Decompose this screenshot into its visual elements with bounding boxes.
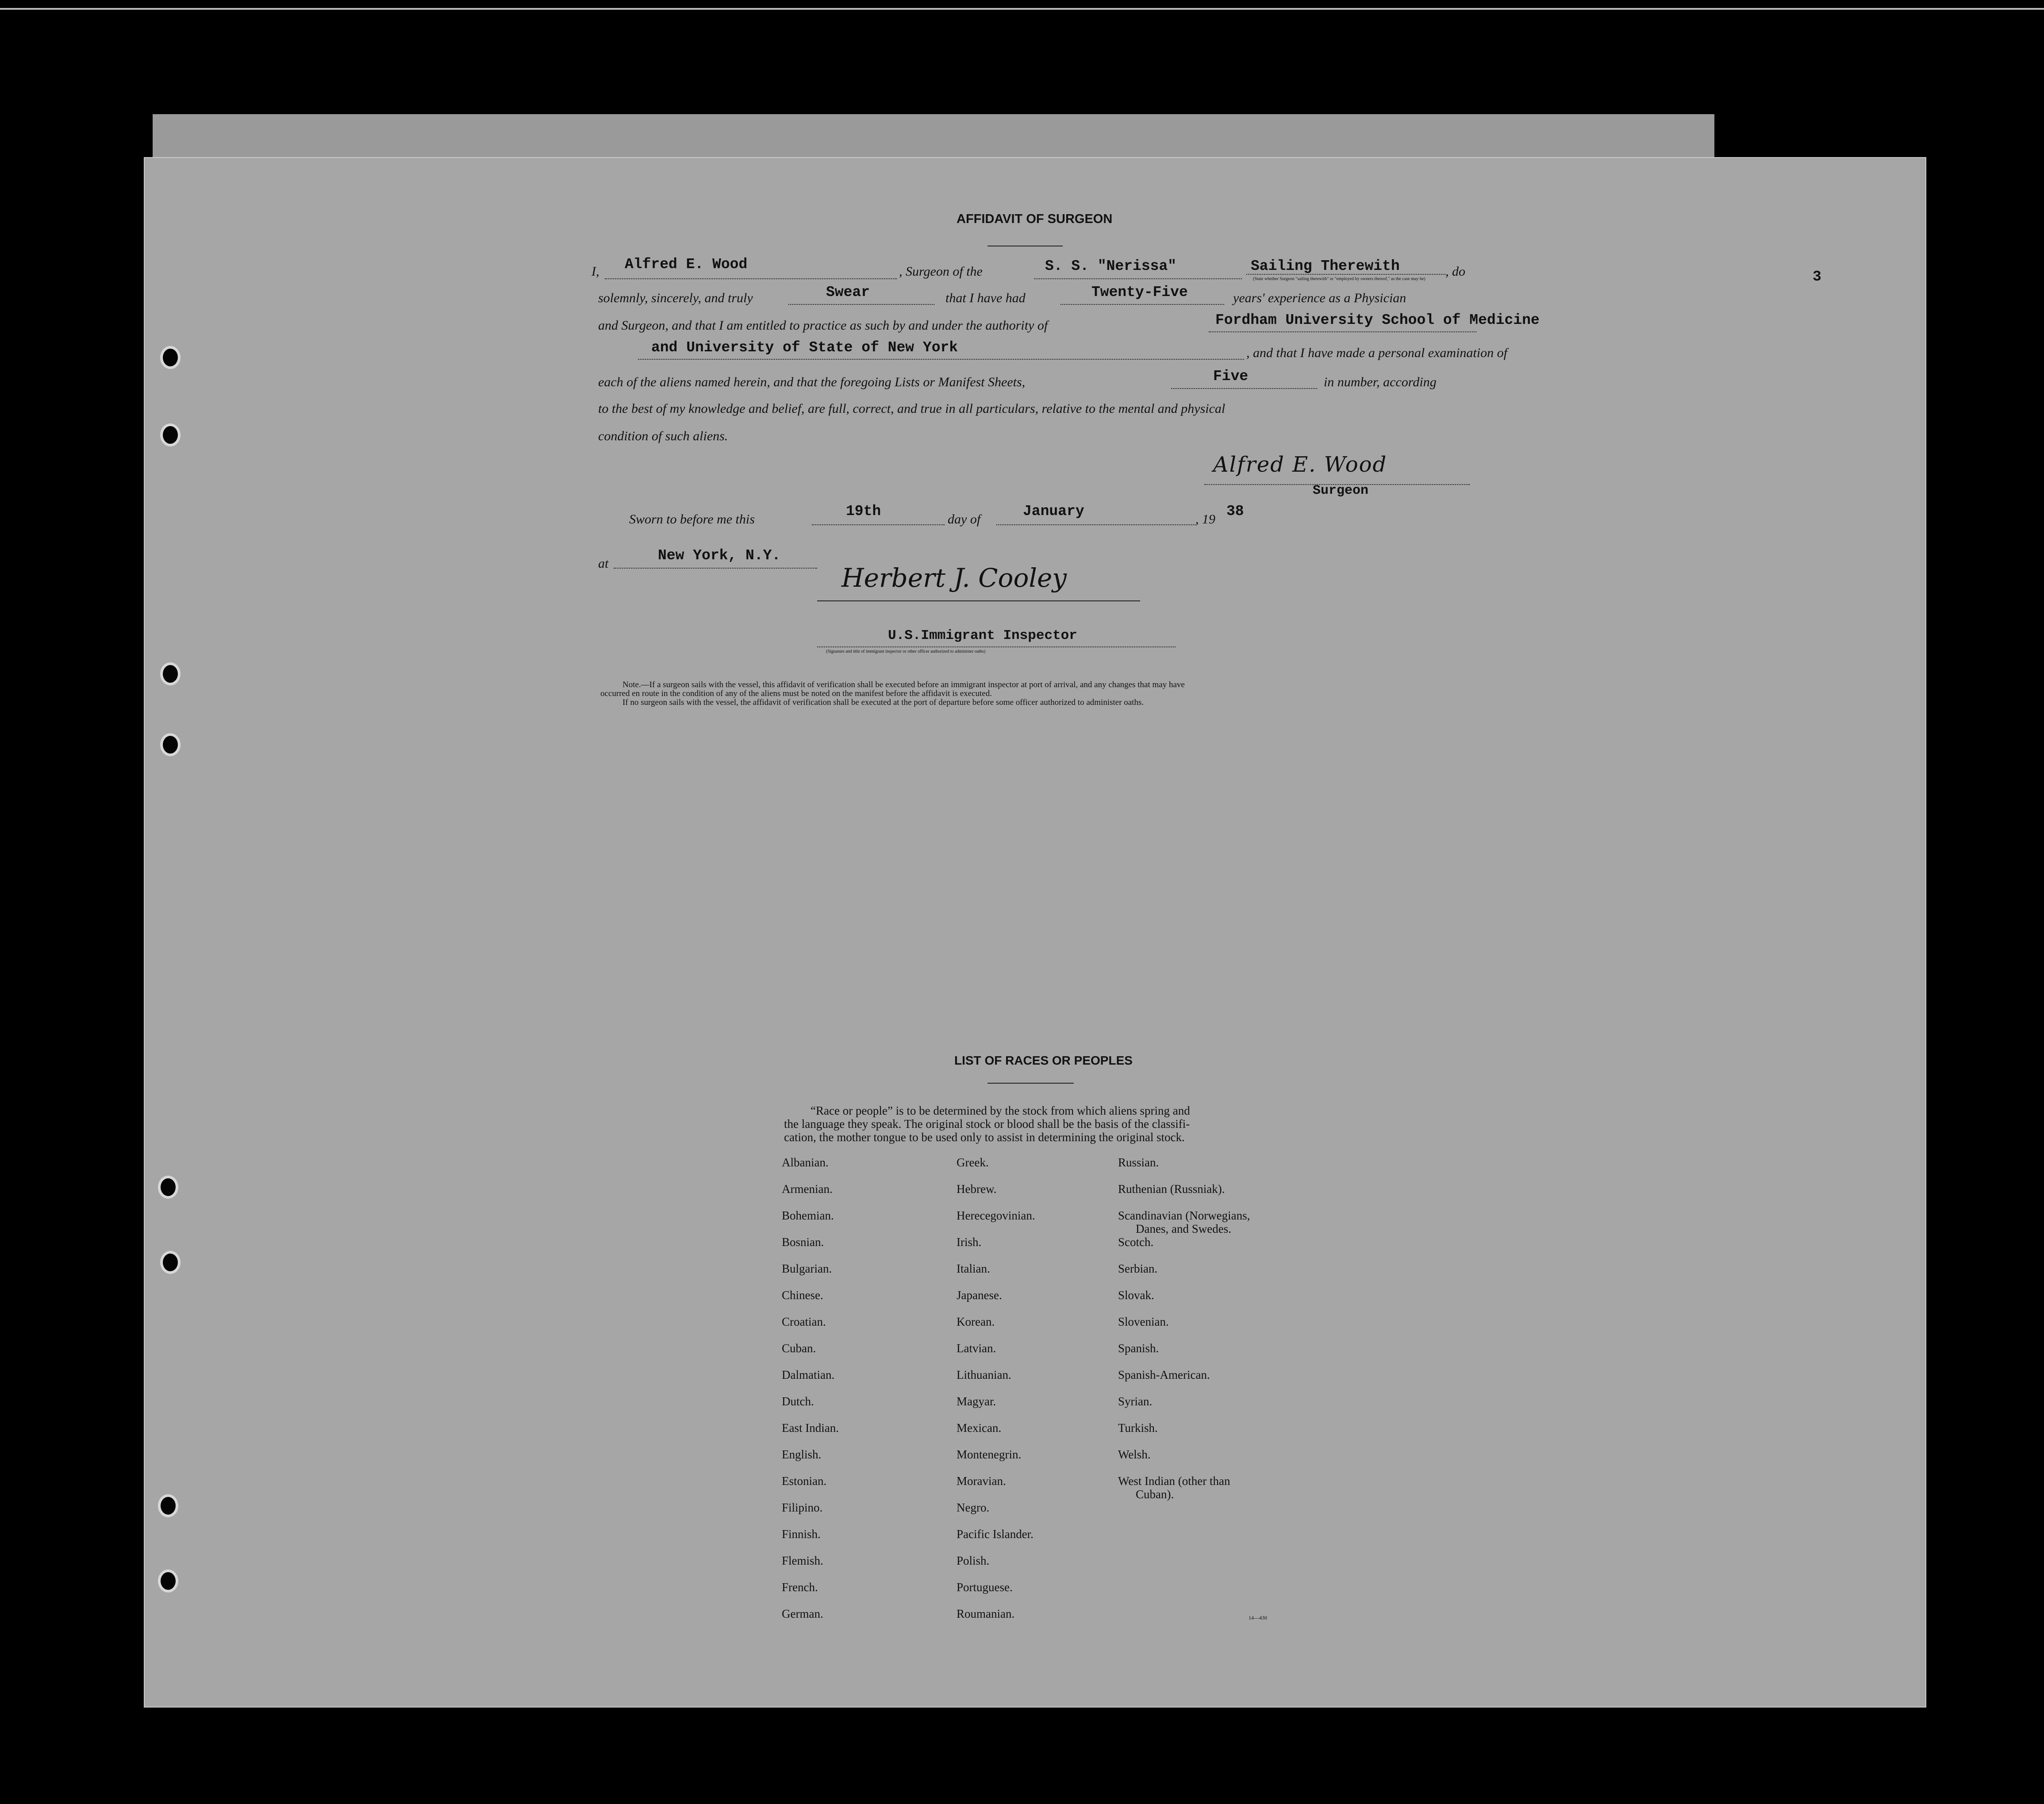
signature-line [817,600,1140,601]
affidavit-text: and Surgeon, and that I am entitled to practice as such by and under the authority of [598,318,1048,333]
race-entry: Cuban). [1136,1488,1174,1501]
place-field: New York, N.Y. [658,547,781,564]
sailing-note: (State whether Surgeon "sailing therewith" or "employed by owners thereof," as the case may be) [1253,277,1425,281]
surgeon-caption: Surgeon [1313,483,1369,498]
race-entry: Russian. [1118,1156,1159,1169]
race-entry: Ruthenian (Russniak). [1118,1182,1225,1196]
binder-hole [158,1176,178,1199]
inspector-caption: (Signature and title of immigrant inspector or other officer authorized to administer oaths) [826,649,986,654]
field-line [1209,331,1476,332]
race-entry: Estonian. [782,1474,827,1488]
affidavit-text: at [598,556,609,571]
race-entry: Scotch. [1118,1235,1154,1249]
authority-field: Fordham University School of Medicine [1215,312,1540,328]
oath-field: Swear [826,284,870,300]
race-entry: Turkish. [1118,1421,1158,1435]
binder-hole [158,1569,178,1592]
field-line [614,568,817,569]
races-intro: “Race or people” is to be determined by the stock from which aliens spring and [811,1104,1190,1117]
race-entry: Magyar. [957,1395,996,1408]
race-entry: Mexican. [957,1421,1002,1435]
affidavit-text: solemnly, sincerely, and truly [598,291,753,305]
day-field: 19th [846,503,881,519]
binder-hole [160,733,181,756]
inspector-title: U.S.Immigrant Inspector [888,628,1077,643]
race-entry: Chinese. [782,1289,823,1302]
page-number: 3 [1813,269,1821,285]
affidavit-text: day of [948,512,981,527]
race-entry: German. [782,1607,823,1620]
affidavit-text: , do [1445,264,1465,279]
affidavit-text: , 19 [1195,512,1215,527]
race-entry: Japanese. [957,1289,1002,1302]
race-entry: Korean. [957,1315,995,1328]
race-entry: Dutch. [782,1395,814,1408]
race-entry: Roumanian. [957,1607,1015,1620]
affidavit-text: in number, according [1324,375,1437,389]
binder-hole [160,1251,181,1274]
race-entry: Bosnian. [782,1235,824,1249]
authority-field-continued: and University of State of New York [651,339,958,356]
race-entry: Irish. [957,1235,982,1249]
race-entry: Lithuanian. [957,1368,1011,1381]
race-entry: Hebrew. [957,1182,997,1196]
race-entry: Italian. [957,1262,990,1275]
race-entry: Croatian. [782,1315,826,1328]
affidavit-text: each of the aliens named herein, and that the foregoing Lists or Manifest Sheets, [598,375,1026,389]
race-entry: Scandinavian (Norwegians, [1118,1209,1250,1222]
race-entry: English. [782,1448,822,1461]
sheets-count-field: Five [1213,368,1249,385]
binder-hole [160,346,181,369]
race-entry: Cuban. [782,1342,816,1355]
surgeon-signature: Alfred E. Wood [1213,452,1387,477]
binder-hole [160,423,181,446]
field-line [812,524,945,525]
race-entry: Serbian. [1118,1262,1158,1275]
field-line [605,278,897,279]
field-line [1171,388,1317,389]
affidavit-text: Sworn to before me this [629,512,755,527]
sailing-status-field: Sailing Therewith [1251,258,1400,274]
field-line [788,304,934,305]
race-entry: Dalmatian. [782,1368,835,1381]
race-entry: Greek. [957,1156,989,1169]
field-line [1060,304,1224,305]
race-entry: Bohemian. [782,1209,834,1222]
affidavit-title: AFFIDAVIT OF SURGEON [957,212,1113,226]
ship-name-field: S. S. "Nerissa" [1045,258,1177,274]
race-entry: Spanish. [1118,1342,1159,1355]
race-entry: Slovenian. [1118,1315,1169,1328]
races-title: LIST OF RACES OR PEOPLES [954,1054,1133,1067]
year-field: 38 [1226,503,1244,519]
race-entry: Welsh. [1118,1448,1151,1461]
field-line [1246,274,1445,275]
race-entry: Slovak. [1118,1289,1154,1302]
race-entry: Flemish. [782,1554,823,1567]
race-entry: Filipino. [782,1501,823,1514]
race-entry: Bulgarian. [782,1262,832,1275]
affidavit-text: to the best of my knowledge and belief, are full, correct, and true in all particulars, relative to the mental and physical [598,401,1226,416]
note-text: If no surgeon sails with the vessel, the affidavit of verification shall be executed at the port of departure before some officer authorized to administer oaths. [622,698,1144,707]
race-entry: Danes, and Swedes. [1136,1222,1231,1235]
race-entry: Herecegovinian. [957,1209,1035,1222]
binder-hole [158,1494,178,1517]
affidavit-text: , Surgeon of the [899,264,983,279]
affidavit-text: I, [592,264,599,279]
race-entry: East Indian. [782,1421,839,1435]
note-text: Note.—If a surgeon sails with the vessel, this affidavit of verification shall be executed before an immigrant inspector at port of arrival, and any changes that may have [622,680,1185,689]
form-number: 14—430 [1249,1615,1267,1621]
month-field: January [1023,503,1084,519]
affidavit-text: years' experience as a Physician [1233,291,1406,305]
races-title-rule [987,1083,1074,1084]
race-entry: Latvian. [957,1342,996,1355]
race-entry: West Indian (other than [1118,1474,1230,1488]
race-entry: Pacific Islander. [957,1527,1034,1541]
manifest-page [144,157,1926,1708]
inspector-signature: Herbert J. Cooley [841,563,1067,593]
race-entry: Armenian. [782,1182,833,1196]
field-line [638,359,1244,360]
field-line [817,646,1176,647]
field-line [996,524,1195,525]
race-entry: Spanish-American. [1118,1368,1210,1381]
race-entry: Moravian. [957,1474,1006,1488]
race-entry: French. [782,1581,818,1594]
scan-edge-line [0,8,2044,10]
race-entry: Albanian. [782,1156,829,1169]
affidavit-text: that I have had [945,291,1026,305]
years-field: Twenty-Five [1091,284,1188,300]
race-entry: Finnish. [782,1527,821,1541]
race-entry: Montenegrin. [957,1448,1022,1461]
race-entry: Polish. [957,1554,990,1567]
races-intro: the language they speak. The original stock or blood shall be the basis of the classifi- [784,1117,1190,1131]
affidavit-text: , and that I have made a personal examination of [1246,346,1507,360]
field-line [1034,278,1242,279]
affidavit-text: condition of such aliens. [598,429,728,443]
races-intro: cation, the mother tongue to be used only to assist in determining the original stock. [784,1131,1185,1144]
binder-hole [160,662,181,685]
note-text: occurred en route in the condition of any of the aliens must be noted on the manifest before the affidavit is executed. [600,689,992,698]
race-entry: Syrian. [1118,1395,1153,1408]
surgeon-name-field: Alfred E. Wood [625,256,748,273]
race-entry: Negro. [957,1501,990,1514]
race-entry: Portuguese. [957,1581,1013,1594]
